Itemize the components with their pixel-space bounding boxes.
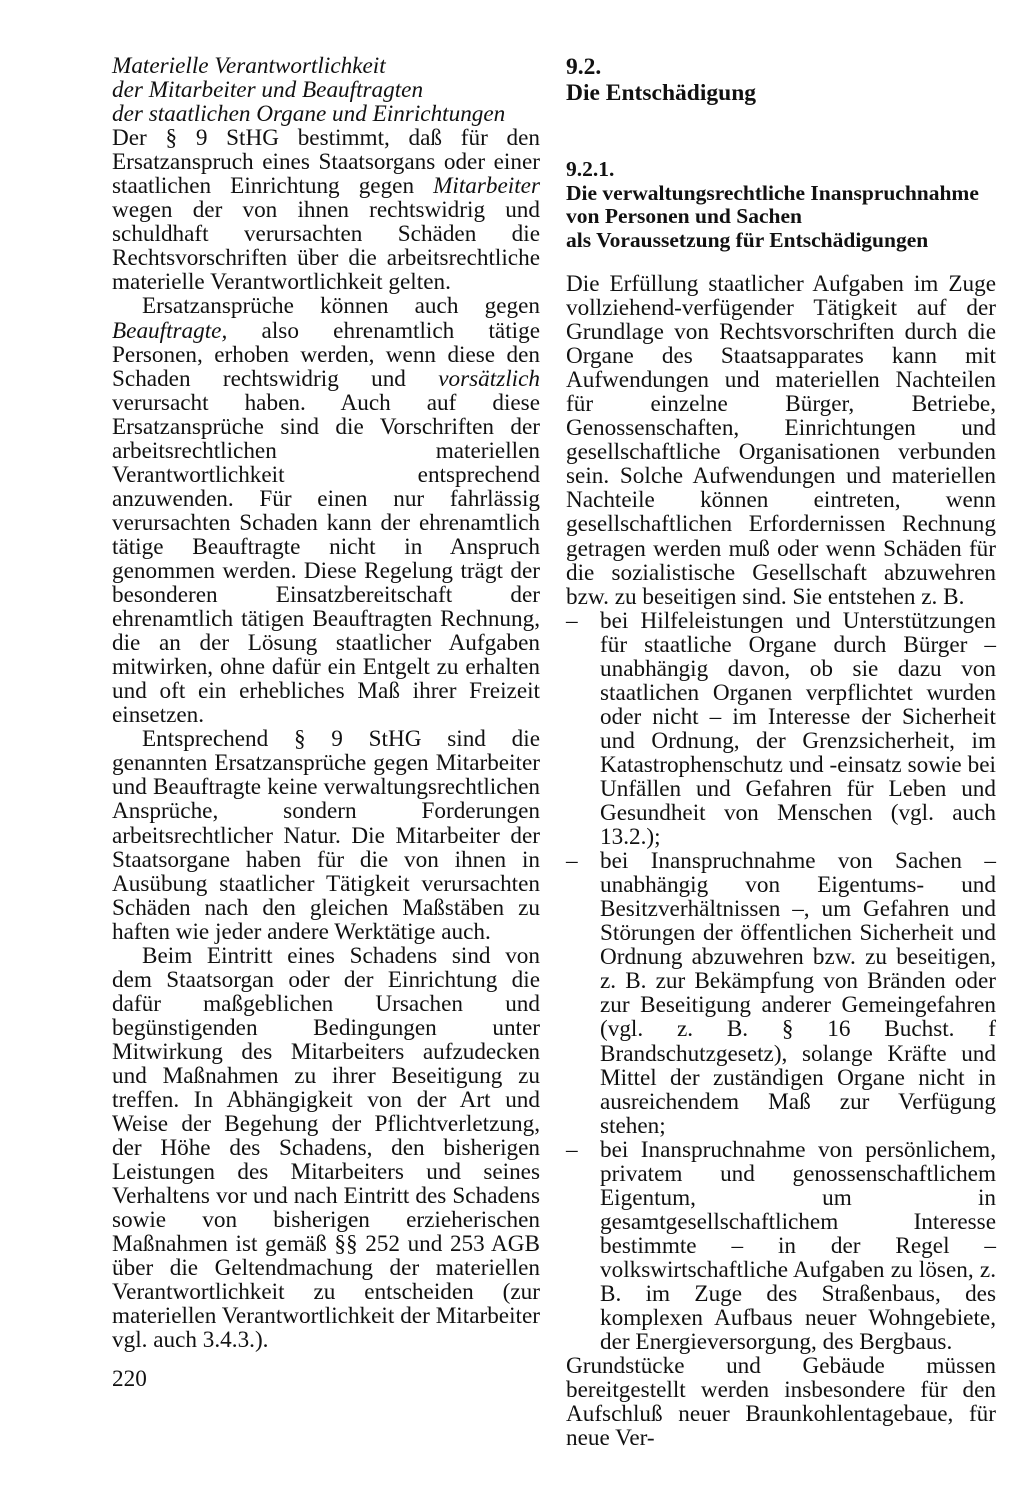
subheading-line: der staatlichen Organe und Einrichtungen	[112, 101, 506, 128]
right-column	[566, 54, 996, 1450]
left-subheading	[112, 54, 540, 126]
intro-paragraph: Die Erfüllung staatlicher Aufgaben im Zuge vollziehend-verfügender Tätigkeit auf der Grundlage von Rechtsvorschriften durch die Organe des Staatsapparates kann mit Aufwendungen und materiellen Nachteilen für einzelne Bürger, Betriebe, Genossenschaften, Einrichtungen und gesellschaftliche Organisationen verbunden sein. Solche Aufwendungen und materiellen Nachteile können eintreten, wenn gesellschaftlichen Erfordernissen Rechnung getragen werden muß oder wenn Schäden für die sozialistische Gesellschaft abzuwehren bzw. zu beseitigen sind. Sie entstehen z. B.	[566, 271, 996, 610]
p2-emphasis-beauftragte: Beauftragte,	[112, 317, 228, 344]
paragraph-p2	[112, 294, 540, 727]
dash-list	[566, 609, 996, 1354]
p2-text-1: Ersatzansprüche können auch gegen	[142, 293, 540, 320]
list-item	[566, 1138, 996, 1354]
subsection-title-line: als Voraussetzung für Entschädigungen	[566, 227, 929, 252]
dash-marker: –	[566, 1136, 578, 1163]
section-number: 9.2.	[566, 54, 602, 80]
list-item-text: bei Hilfeleistungen und Unterstützungen für staatliche Organe durch Bürger – unabhängig davon, ob sie dazu von staatlichen Organen verpflichtet wurden oder nicht – im Interesse der Sicherheit und Ordnung, der Grenzsicherheit, im Katastrophenschutz und -einsatz sowie bei Unfällen und Gefahren für Leben und Gesundheit von Menschen (vgl. auch 13.2.);	[600, 607, 996, 851]
subsection-title-line: Die verwaltungsrechtliche Inanspruchnahme	[566, 180, 979, 205]
p1-text-1: Der § 9 StHG bestimmt, daß für den Ersatzanspruch eines Staatsorgans oder einer staatlichen Einrichtung gegen	[112, 125, 540, 200]
p2-emphasis-vorsaetzlich: vorsätzlich	[438, 365, 540, 392]
left-column	[112, 54, 540, 1353]
paragraph-p4: Beim Eintritt eines Schadens sind von dem Staatsorgan oder der Einrichtung die dafür maßgeblichen Ursachen und begünstigenden Bedingungen unter Mitwirkung des Mitarbeiters aufzudecken und Maßnahmen zu ihrer Beseitigung zu treffen. In Abhängigkeit von der Art und Weise der Begehung der Pflichtverletzung, der Höhe des Schadens, den bisherigen Leistungen des Mitarbeiters und seines Verhaltens vor und nach Eintritt des Schadens sowie von bisherigen erzieherischen Maßnahmen ist gemäß §§ 252 und 253 AGB über die Geltendmachung der materiellen Verantwortlichkeit zu entscheiden (zur materiellen Verantwortlichkeit der Mitarbeiter vgl. auch 3.4.3.).	[112, 942, 540, 1354]
list-item	[566, 849, 996, 1138]
subsection-title-line: von Personen und Sachen	[566, 204, 802, 228]
p1-text-2: wegen der von ihnen rechtswidrig und schuldhaft verursachten Schäden die Rechtsvorschriften über die arbeitsrechtliche materielle Verantwortlichkeit gelten.	[112, 197, 540, 296]
list-item-text: bei Inanspruchnahme von persönlichem, privatem und genossenschaftlichem Eigentum, um in gesamtgesellschaftlichem Interesse bestimmte – in der Regel – volkswirtschaftliche Aufgaben zu lösen, z. B. im Zuge des Straßenbaus, des komplexen Aufbaus neuer Wohngebiete, der Energieversorgung, des Bergbaus.	[600, 1136, 996, 1356]
paragraph-p1	[112, 126, 540, 294]
p2-text-3: verursacht haben. Auch auf diese Ersatzansprüche sind die Vorschriften der arbeitsrechtlichen materiellen Verantwortlichkeit entsprechend anzuwenden. Für einen nur fahrlässig verursachten Schaden kann der ehrenamtlich tätige Beauftragte nicht in Anspruch genommen werden. Diese Regelung trägt der besonderen Einsatzbereitschaft der ehrenamtlich tätigen Beauftragten Rechnung, die an der Lösung staatlicher Aufgaben mitwirken, ohne dafür ein Entgelt zu erhalten und oft ein erhebliches Maß ihrer Freizeit einsetzen.	[112, 389, 540, 729]
spacer	[566, 106, 996, 158]
p2-text-2: also ehrenamtlich tätige Personen, erhoben werden, wenn diese den Schaden rechtswidrig und	[112, 317, 540, 392]
dash-marker: –	[566, 607, 578, 634]
list-item-text: bei Inanspruchnahme von Sachen – unabhängig von Eigentums- und Besitzverhältnissen –, um Gefahren und Störungen der öffentlichen Sicherheit und Ordnung abzuwehren bzw. zu beseitigen, z. B. zur Bekämpfung von Bränden oder zur Beseitigung anderer Gemeingefahren (vgl. z. B. § 16 Buchst. f Brandschutzgesetz), solange Kräfte und Mittel der zuständigen Organe nicht in ausreichendem Maß zur Verfügung stehen;	[600, 848, 996, 1139]
closing-paragraph: Grundstücke und Gebäude müssen bereitgestellt werden insbesondere für den Aufschluß neuer Braunkohlentagebaue, für neue Ver-	[566, 1353, 996, 1452]
section-title: Die Entschädigung	[566, 80, 757, 106]
subheading-line: der Mitarbeiter und Beauftragten	[112, 77, 424, 104]
paragraph-p3: Entsprechend § 9 StHG sind die genannten Ersatzansprüche gegen Mitarbeiter und Beauftragte keine verwaltungsrechtlichen Ansprüche, sondern Forderungen arbeitsrechtlicher Natur. Die Mitarbeiter der Staatsorgane haben für die von ihnen in Ausübung staatlicher Tätigkeit verursachten Schäden nach den gleichen Maßstäben zu haften wie jeder andere Werktätige auch.	[112, 726, 540, 945]
subheading-line: Materielle Verantwortlichkeit	[112, 53, 386, 79]
subsection-number: 9.2.1.	[566, 157, 615, 181]
p1-emphasis-mitarbeiter: Mitarbeiter	[433, 173, 540, 200]
dash-marker: –	[566, 848, 578, 875]
spacer	[566, 252, 996, 272]
page-number: 220	[112, 1366, 147, 1392]
list-item	[566, 609, 996, 849]
